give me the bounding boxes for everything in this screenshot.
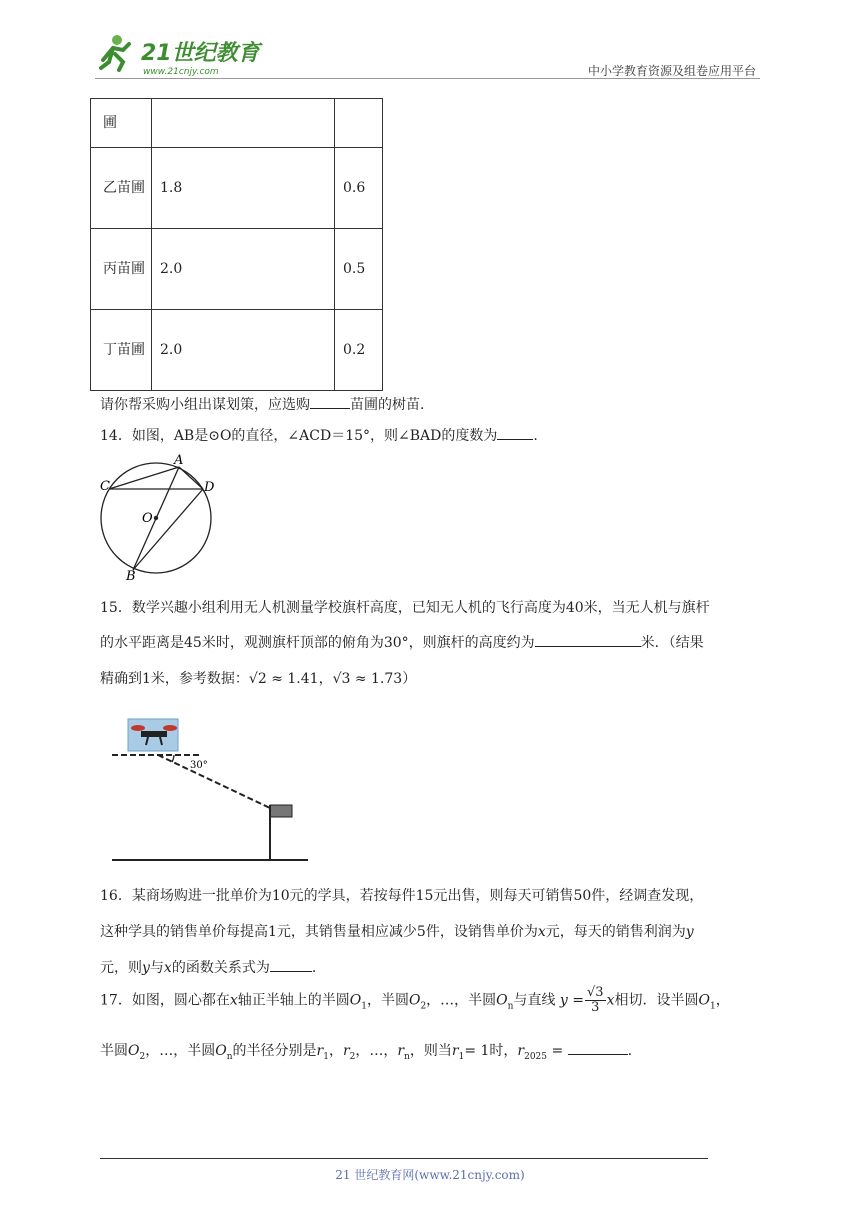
var-y: y: [142, 960, 150, 976]
q15-line3-after: ）: [402, 671, 417, 687]
q17-text: …: [369, 1043, 384, 1059]
var-o: O: [496, 992, 508, 1009]
q15-line3-before: 精确到1米，参考数据：: [100, 671, 249, 687]
var-r: r: [451, 1043, 459, 1059]
frac-num: √3: [587, 985, 604, 1000]
q13-blank: [310, 394, 350, 409]
q15-line1: 15．数学兴趣小组利用无人机测量学校旗杆高度，已知无人机的飞行高度为40米，当无人机与旗杆: [100, 600, 710, 616]
q17-end: .: [627, 1043, 633, 1059]
q17-text: = 1: [464, 1043, 490, 1059]
subscript: n: [507, 1001, 514, 1012]
sqrt2-approx: √2 ≈ 1.41: [248, 671, 319, 687]
q16-line3-c: 的函数关系式为: [171, 960, 270, 976]
var-o: O: [349, 992, 362, 1009]
q17-text: ，: [383, 1043, 398, 1059]
q17-text: ，则当: [409, 1043, 452, 1059]
var-x: x: [537, 924, 546, 940]
q16-line3: [100, 957, 316, 977]
platform-title: 中小学教育资源及组卷应用平台: [587, 64, 756, 78]
q16-line3-b: 与: [149, 960, 164, 976]
q15-line2-after: 米．（结果: [640, 635, 704, 651]
q14-end: .: [533, 428, 538, 444]
q17-text: 时，: [489, 1043, 518, 1059]
var-r: r: [397, 1043, 405, 1059]
q17-text: 17．如图，圆心都在: [100, 992, 230, 1009]
q13-text-after: 苗圃的树苗.: [350, 397, 425, 413]
point-c-label: C: [100, 479, 110, 494]
q14-question: [100, 425, 538, 445]
q13-answer-line: [100, 394, 424, 414]
q17-text: ，…，半圆: [426, 992, 497, 1009]
var-r: r: [316, 1043, 324, 1059]
footer-divider: [100, 1158, 708, 1159]
q13-text-before: 请你帮采购小组出谋划策，应选购: [100, 397, 310, 413]
q16-line2-a: 这种学具的销售单价每提高1元，其销售量相应减少5件，设销售单价为: [100, 924, 538, 940]
q17-text: 半圆: [100, 1043, 128, 1059]
table-row: [91, 99, 383, 148]
subscript: n: [404, 1051, 410, 1062]
var-o: O: [698, 992, 710, 1009]
q17-text: ，…，半圆: [145, 1043, 216, 1059]
table-cell: 丁苗圃: [91, 310, 152, 391]
q16-end: .: [311, 960, 317, 976]
subscript: 2: [139, 1051, 146, 1062]
var-y: y: [685, 924, 694, 940]
q17-blank: [568, 1040, 628, 1055]
q17-text: 的半径分别是: [232, 1043, 317, 1059]
header-divider: [95, 78, 760, 79]
q15-line2: [100, 632, 704, 652]
subscript: n: [226, 1051, 233, 1062]
q17-text: 轴正半轴上的半圆: [237, 992, 350, 1009]
point-b-label: B: [126, 569, 136, 584]
q15-drone-figure: [108, 715, 312, 865]
q17-line1: [100, 986, 730, 1015]
q15-blank: [535, 632, 641, 647]
q16-line3-a: 元，则: [100, 960, 142, 976]
table-cell: 丙苗圃: [91, 229, 152, 310]
table-cell: 1.8: [152, 148, 335, 229]
var-x: x: [606, 992, 615, 1009]
q15-line2-before: 的水平距离是45米时，观测旗杆顶部的俯角为30°，则旗杆的高度约为: [100, 635, 535, 651]
subscript: 1: [361, 1001, 367, 1012]
subscript: 2: [349, 1051, 356, 1062]
sqrt3-approx: √3 ≈ 1.73: [332, 671, 403, 687]
var-o: O: [215, 1043, 227, 1059]
subscript: 1: [323, 1051, 329, 1062]
footer-text: 21 世纪教育网(www.21cnjy.com): [335, 1168, 525, 1182]
var-x: x: [229, 992, 238, 1009]
table-cell: 2.0: [152, 229, 335, 310]
table-cell: [335, 99, 383, 148]
var-r: r: [342, 1043, 350, 1059]
q17-text: ，: [715, 992, 730, 1009]
point-a-label: A: [174, 453, 184, 468]
table-cell: 0.2: [335, 310, 383, 391]
q16-line1: 16．某商场购进一批单价为10元的学具，若按每件15元出售，则每天可销售50件，经调查发现，: [100, 888, 704, 904]
q15-line3: [100, 668, 416, 688]
var-o: O: [408, 992, 421, 1009]
site-logo: [95, 30, 265, 80]
q16-blank: [270, 957, 312, 972]
var-r: r: [517, 1043, 525, 1059]
sqrt3-over-3: [585, 986, 606, 1015]
q17-text: ，: [328, 1043, 343, 1059]
q15-sep: ，: [318, 671, 333, 687]
table-cell: [152, 99, 335, 148]
q14-text: 14．如图，AB是⊙O的直径，∠ACD＝15°，则∠BAD的度数为: [100, 428, 498, 444]
table-cell: 0.5: [335, 229, 383, 310]
subscript: 2: [420, 1001, 427, 1012]
table-cell: 乙苗圃: [91, 148, 152, 229]
logo-url: www.21cnjy.com: [143, 67, 219, 77]
q16-line2-b: 元，每天的销售利润为: [545, 924, 686, 940]
subscript: 2025: [524, 1051, 548, 1062]
nursery-table: [90, 98, 383, 391]
logo-text: 21世纪教育: [141, 41, 260, 66]
point-d-label: D: [204, 480, 215, 495]
table-row: [91, 148, 383, 229]
frac-den: 3: [591, 1000, 600, 1015]
var-x: x: [163, 960, 172, 976]
angle-30-label: 30°: [190, 760, 208, 771]
table-cell: 圃: [91, 99, 152, 148]
table-row: [91, 310, 383, 391]
subscript: 1: [458, 1051, 465, 1062]
table-cell: 0.6: [335, 148, 383, 229]
q17-text: 与直线: [513, 992, 556, 1009]
q17-text: ，半圆: [366, 992, 409, 1009]
table-cell: 2.0: [152, 310, 335, 391]
line-eq: y =: [559, 992, 584, 1009]
q17-text: =: [551, 1043, 564, 1059]
q16-line2: [100, 921, 694, 941]
point-o-label: O: [142, 511, 153, 526]
table-row: [91, 229, 383, 310]
q17-text: 相切．设半圆: [614, 992, 699, 1009]
q14-circle-figure: [92, 452, 222, 584]
subscript: 1: [709, 1001, 716, 1012]
logo-runner-icon: [95, 30, 265, 80]
var-o: O: [128, 1043, 140, 1059]
q14-blank: [497, 425, 533, 440]
q17-text: ，: [355, 1043, 370, 1059]
q17-line2: [100, 1040, 632, 1062]
